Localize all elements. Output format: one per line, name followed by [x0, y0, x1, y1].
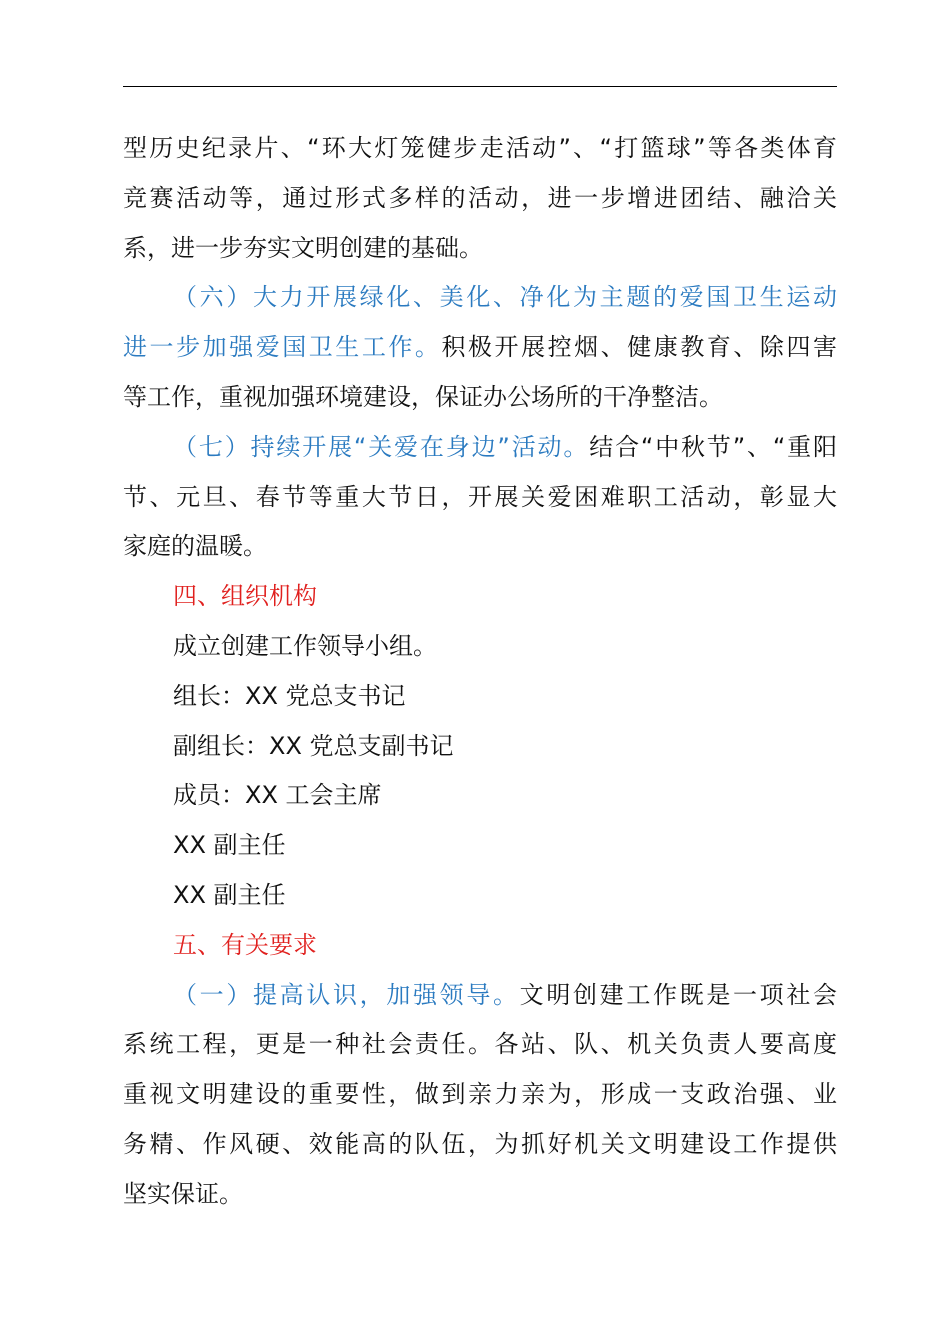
item-7-heading: （七）持续开展“关爱在身边”活动。: [173, 432, 590, 461]
section-4-title: 四、组织机构: [173, 582, 317, 611]
paragraph-line: 重视文明建设的重要性，做到亲力亲为，形成一支政治强、业: [123, 1080, 837, 1109]
item-6-body: 积极开展控烟、健康教育、除四害: [441, 333, 837, 362]
member-line: 组长：XX 党总支书记: [173, 681, 406, 710]
item-7-body: 结合“中秋节”、“重阳: [589, 432, 837, 461]
paragraph-line: 竞赛活动等，通过形式多样的活动，进一步增进团结、融洽关: [123, 183, 837, 212]
paragraph-line: 家庭的温暖。: [123, 532, 267, 561]
item-6-heading-continued: 进一步加强爱国卫生工作。: [123, 333, 442, 362]
paragraph-line: 坚实保证。: [123, 1179, 243, 1208]
paragraph-line: 等工作，重视加强环境建设，保证办公场所的干净整洁。: [123, 382, 723, 411]
paragraph-line: 系，进一步夯实文明创建的基础。: [123, 233, 483, 262]
member-line: 副组长：XX 党总支副书记: [173, 731, 454, 760]
document-body: [123, 124, 837, 1220]
member-line: 成员：XX 工会主席: [173, 781, 382, 810]
section-5-title: 五、有关要求: [173, 930, 317, 959]
paragraph-line: 节、元旦、春节等重大节日，开展关爱困难职工活动，彰显大: [123, 482, 837, 511]
paragraph-line: 务精、作风硬、效能高的队伍，为抓好机关文明建设工作提供: [123, 1129, 837, 1158]
header-rule: [123, 86, 837, 87]
paragraph-line: 型历史纪录片、“环大灯笼健步走活动”、“打篮球”等各类体育: [123, 134, 837, 162]
member-line: XX 副主任: [173, 880, 286, 909]
section-5-item-1-heading: （一）提高认识，加强领导。: [173, 980, 520, 1009]
paragraph-line: [123, 323, 837, 373]
section-4-intro: 成立创建工作领导小组。: [173, 631, 437, 660]
paragraph-line: [123, 423, 837, 473]
member-line: XX 副主任: [173, 831, 286, 860]
section-5-item-1-body: 文明创建工作既是一项社会: [519, 980, 837, 1009]
paragraph-line: [123, 971, 837, 1021]
item-6-heading: （六）大力开展绿化、美化、净化为主题的爱国卫生运动: [173, 283, 837, 312]
paragraph-line: 系统工程，更是一种社会责任。各站、队、机关负责人要高度: [123, 1030, 837, 1059]
